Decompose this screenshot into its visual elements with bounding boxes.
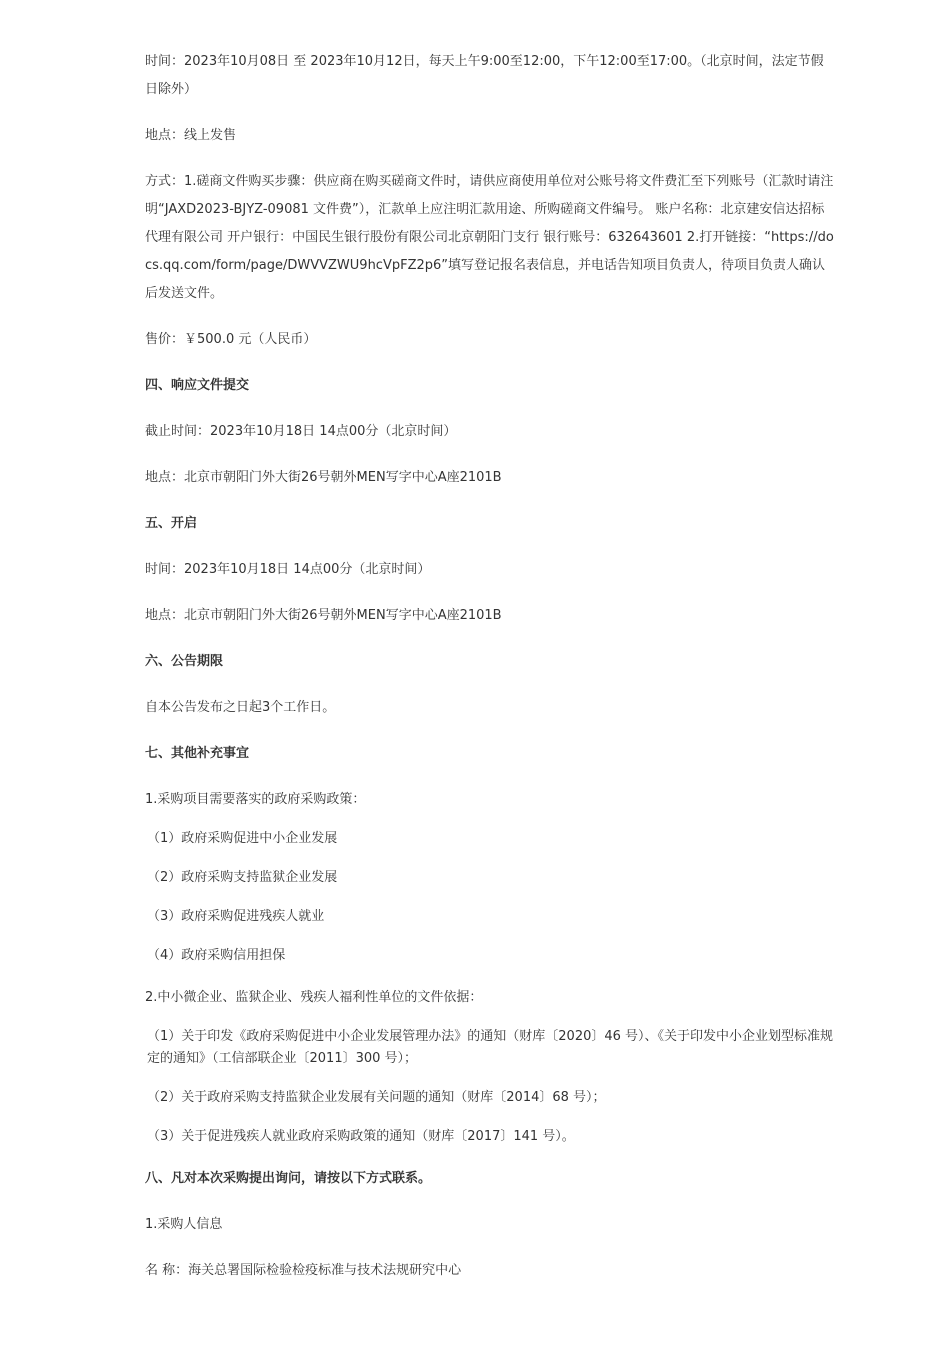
- policy-item: （1）政府采购促进中小企业发展: [147, 831, 338, 846]
- sale-method: 方式：1.磋商文件购买步骤：供应商在购买磋商文件时，请供应商使用单位对公账号将文件费汇至下列账号（汇款时请注明“JAXD2023-BJYZ-09081 文件费”），汇款单上应注明汇款用途、所购磋商文件编号。 账户名称：北京建安信达招标代理有限公司 开户银行：中国民生银行股份有限公司北京朝阳门支行 银行账号：632643601 2.打开链接：“https://docs.qq.com/form/page/DWVVZWU9hcVpFZ2p6”填写登记报名表信息，并电话告知项目负责人，待项目负责人确认后发送文件。: [145, 174, 834, 301]
- opening-place: 地点：北京市朝阳门外大街26号朝外MEN写字中心A座2101B: [145, 608, 502, 623]
- basis-title: 2.中小微企业、监狱企业、残疾人福利性单位的文件依据：: [145, 990, 483, 1005]
- submission-place: 地点：北京市朝阳门外大街26号朝外MEN写字中心A座2101B: [145, 470, 502, 485]
- policy-item: （2）政府采购支持监狱企业发展: [147, 870, 338, 885]
- basis-item: （3）关于促进残疾人就业政府采购政策的通知（财库〔2017〕141 号）。: [147, 1129, 575, 1144]
- sale-place: 地点：线上发售: [145, 128, 237, 143]
- buyer-name: 名 称：海关总署国际检验检疫标准与技术法规研究中心: [145, 1263, 462, 1278]
- policy-item: （4）政府采购信用担保: [147, 948, 286, 963]
- submission-deadline: 截止时间：2023年10月18日 14点00分（北京时间）: [145, 424, 457, 439]
- document-body: [145, 48, 835, 1303]
- notice-period: 自本公告发布之日起3个工作日。: [145, 700, 336, 715]
- section-7-heading: 七、其他补充事宜: [145, 746, 250, 761]
- buyer-info-title: 1.采购人信息: [145, 1217, 223, 1232]
- section-8-heading: 八、凡对本次采购提出询问，请按以下方式联系。: [145, 1171, 432, 1186]
- opening-time: 时间：2023年10月18日 14点00分（北京时间）: [145, 562, 431, 577]
- basis-item: （1）关于印发《政府采购促进中小企业发展管理办法》的通知（财库〔2020〕46 号）、《关于印发中小企业划型标准规定的通知》（工信部联企业〔2011〕300 号）；: [147, 1029, 834, 1066]
- sale-price: 售价：￥500.0 元（人民币）: [145, 332, 317, 347]
- basis-item: （2）关于政府采购支持监狱企业发展有关问题的通知（财库〔2014〕68 号）；: [147, 1090, 606, 1105]
- sale-time: 时间：2023年10月08日 至 2023年10月12日，每天上午9:00至12:00，下午12:00至17:00。（北京时间，法定节假日除外）: [145, 54, 824, 97]
- policy-item: （3）政府采购促进残疾人就业: [147, 909, 325, 924]
- section-6-heading: 六、公告期限: [145, 654, 224, 669]
- section-5-heading: 五、开启: [145, 516, 198, 531]
- policy-title: 1.采购项目需要落实的政府采购政策：: [145, 792, 366, 807]
- section-4-heading: 四、响应文件提交: [145, 378, 250, 393]
